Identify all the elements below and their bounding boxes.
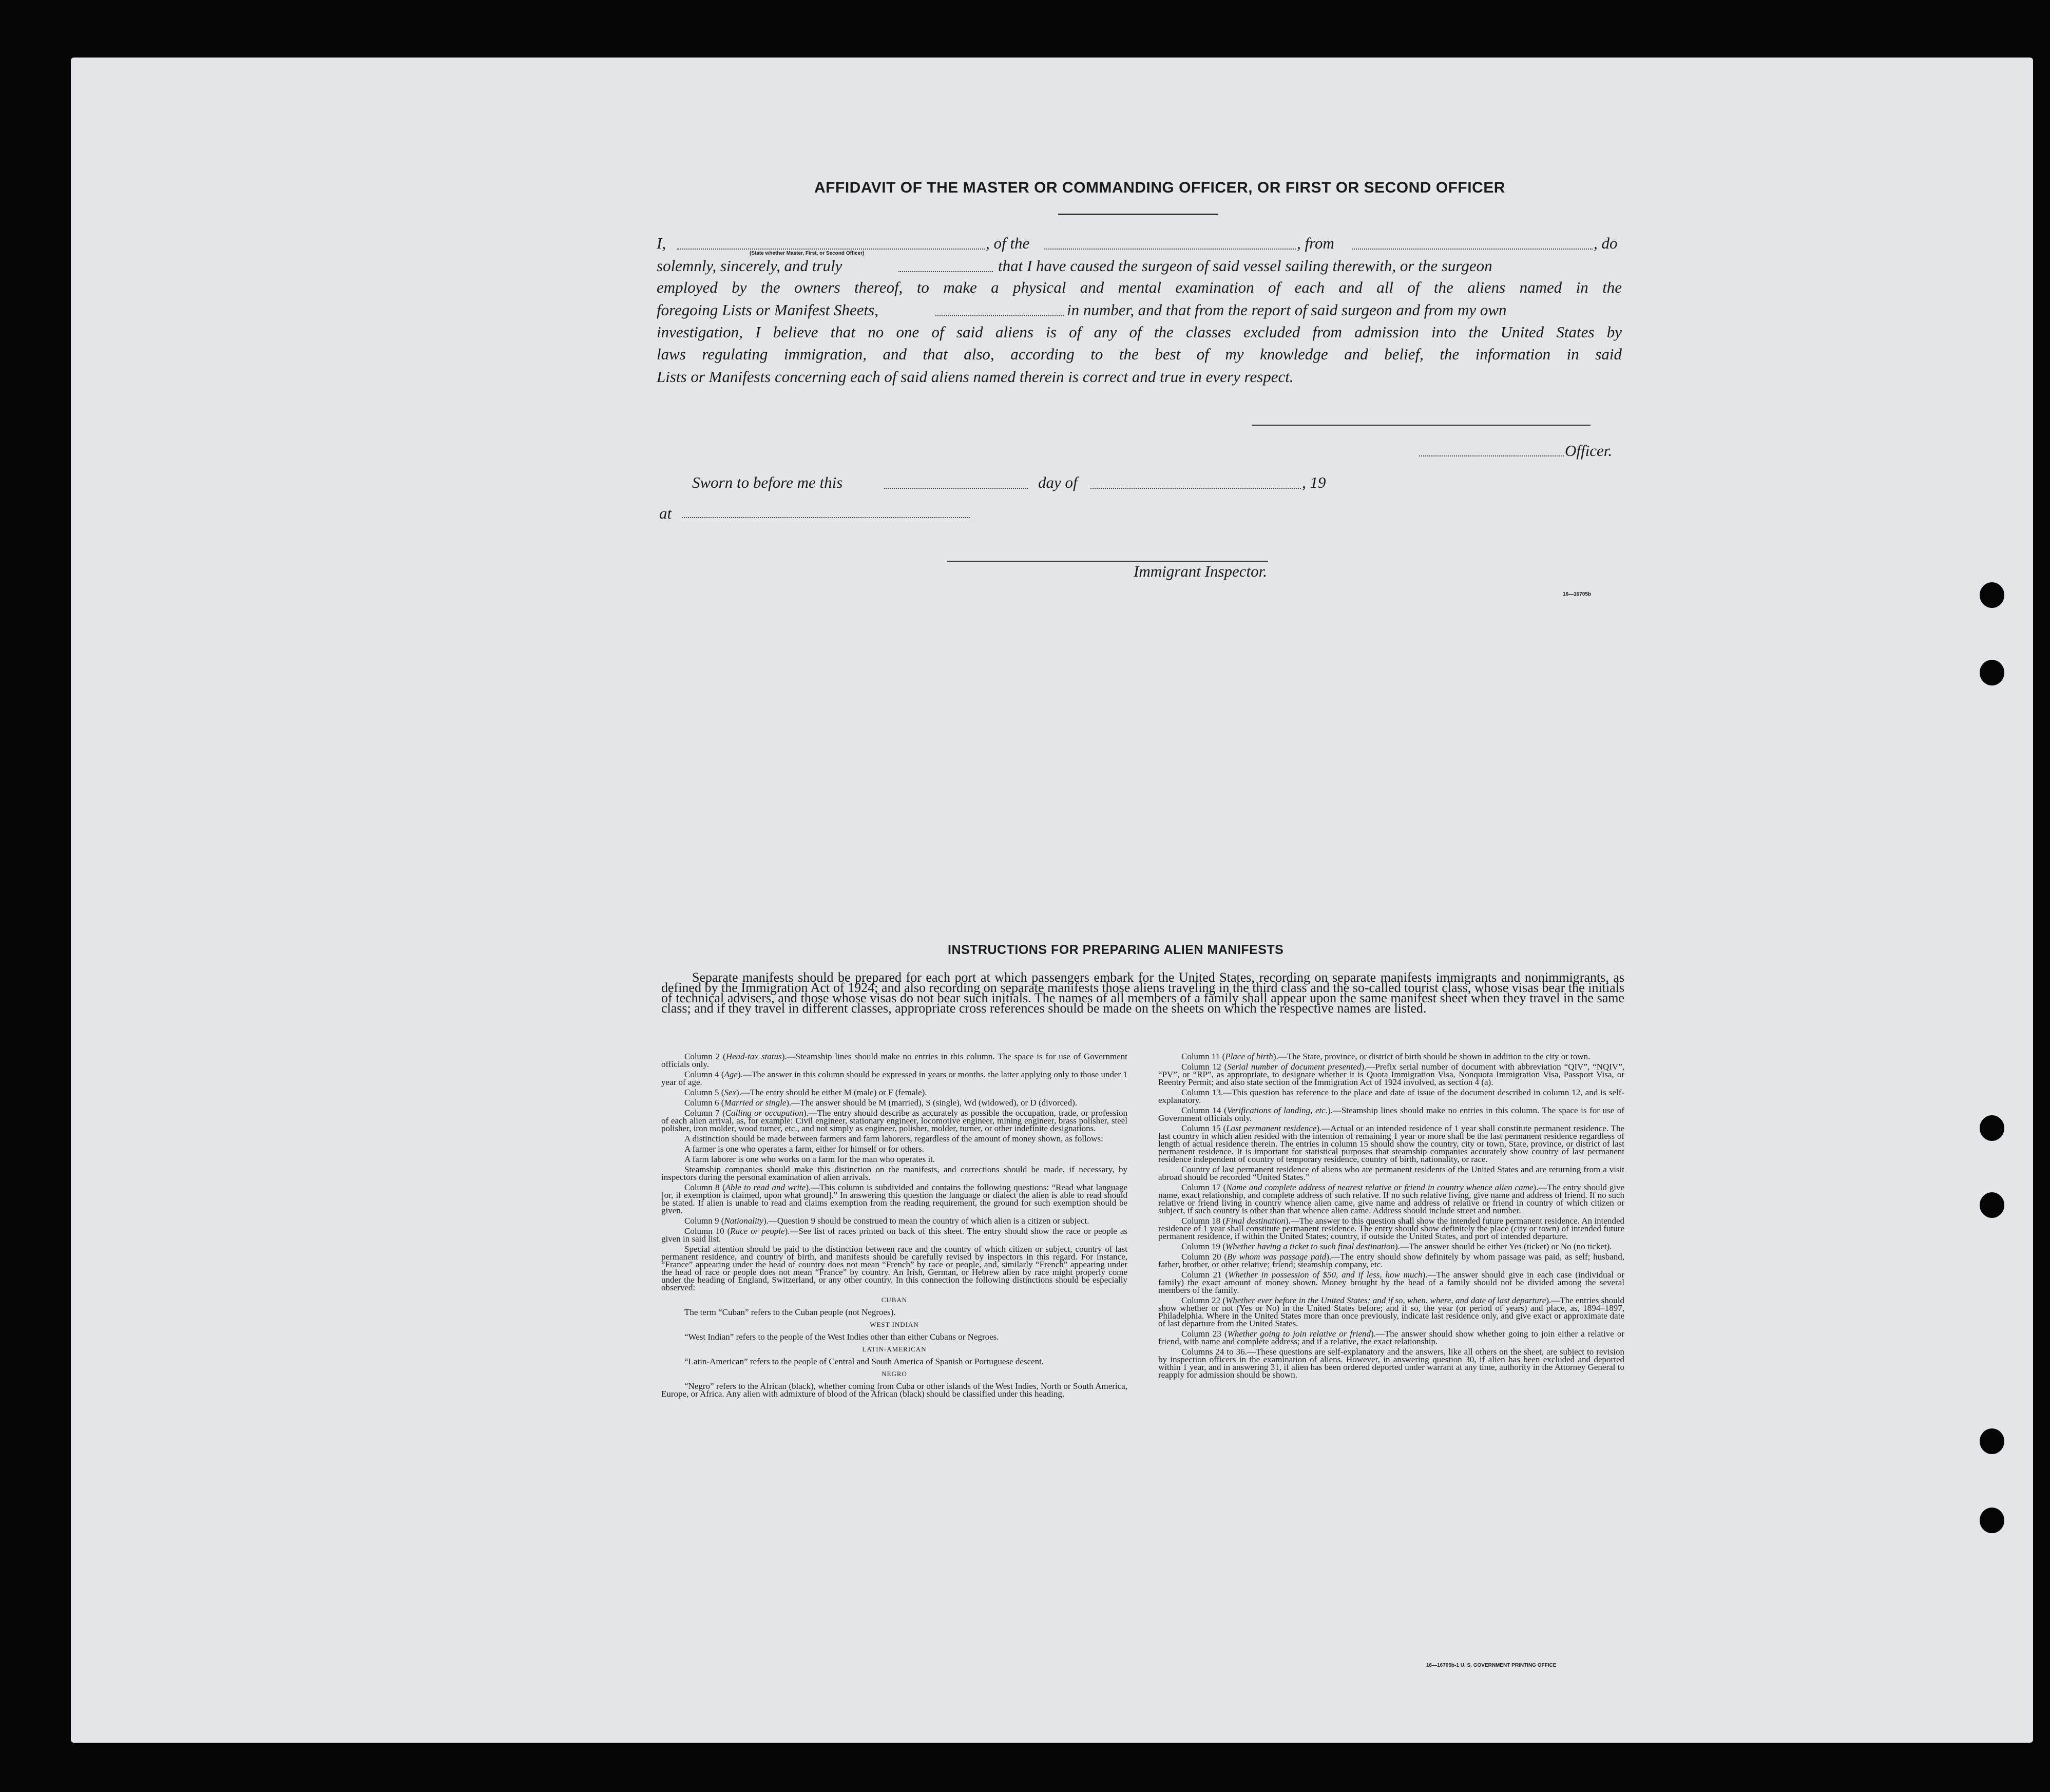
vessel-blank xyxy=(1044,249,1296,250)
count-blank xyxy=(935,315,1064,316)
affidavit-line5: investigation, I believe that no one of said aliens is of any of the classes excluded from admission into the United States by xyxy=(657,323,1622,341)
punch-hole xyxy=(1980,1115,2004,1141)
officer-signature-line xyxy=(1252,425,1591,426)
instruction-paragraph: Column 7 (Calling or occupation).—The entry should describe as accurately as possible the occupation, trade, or profession of each alien arrival, as, for example: Civil engineer, stationary engineer, locomotive engineer, mining engineer, brass polisher, steel polisher, iron molder, wood turner, etc., and not simply as engineer, polisher, molder, turner, or other indefinite designations. xyxy=(661,1108,1127,1133)
instruction-paragraph: Column 19 (Whether having a ticket to such final destination).—The answer should be either Yes (ticket) or No (no ticket). xyxy=(1181,1242,1612,1251)
instruction-subheading: WEST INDIAN xyxy=(870,1321,919,1328)
instructions-title: INSTRUCTIONS FOR PREPARING ALIEN MANIFESTS xyxy=(948,943,1284,957)
instruction-paragraph: A farm laborer is one who works on a farm for the man who operates it. xyxy=(684,1154,935,1164)
affidavit-line3: employed by the owners thereof, to make a physical and mental examination of each and all of the aliens named in the xyxy=(657,278,1622,296)
officer-rank-blank xyxy=(677,249,985,250)
officer-label: Officer. xyxy=(1565,442,1613,460)
inspector-signature-line xyxy=(947,561,1268,562)
affidavit-i: I, xyxy=(657,234,666,252)
instruction-paragraph: A distinction should be made between farmers and farm laborers, regardless of the amount of money shown, as follows: xyxy=(684,1134,1103,1143)
instruction-paragraph: Column 17 (Name and complete address of nearest relative or friend in country whence alien came).—The entry should give name, exact relationship, and complete address of such relative. If no such relative living, give name and address of friend. If no such relative or friend living in country whence alien came, give name and address of relative or friend in country of which citizen or subject, if such country is other than that whence alien came. Address should include street and number. xyxy=(1158,1183,1625,1215)
rank-note: (State whether Master, First, or Second Officer) xyxy=(750,251,865,256)
instruction-paragraph: Column 10 (Race or people).—See list of races printed on back of this sheet. The entry should show the race or people as given in said list. xyxy=(661,1226,1128,1244)
instruction-paragraph: “Negro” refers to the African (black), whether coming from Cuba or other islands of the West Indies, North or South America, Europe, or Africa. Any alien with admixture of blood of the African (black) should be classified under this heading. xyxy=(661,1381,1127,1399)
instruction-paragraph: Column 8 (Able to read and write).—This column is subdivided and contains the following questions: “Read what language [or, if exemption is claimed, upon what ground].” In answering this question the language or dialect the alien is able to read should be stated. If alien is unable to read and claims exemption from the reading requirement, the ground for such exemption should be given. xyxy=(661,1183,1127,1215)
instruction-paragraph: “Latin-American” refers to the people of Central and South America of Spanish or Portuguese descent. xyxy=(684,1357,1044,1366)
form-code: 16—16705b xyxy=(1563,592,1592,597)
instructions-right-column xyxy=(1158,1053,1624,1381)
instruction-paragraph: Columns 24 to 36.—These questions are self-explanatory and the answers, like all others on the sheet, are subject to revision by inspection officers in the examination of aliens. However, in answering question 30, if alien has been excluded and deported within 1 year, and in answering 31, if alien has been ordered deported under warrant at any time, authority in the Attorney General to reapply for admission should be shown. xyxy=(1158,1347,1624,1380)
punch-hole xyxy=(1980,1192,2004,1218)
printing-office-code: 16—16705b-1 U. S. GOVERNMENT PRINTING OFFICE xyxy=(1426,1663,1557,1668)
instruction-paragraph: Column 13.—This question has reference to the place and date of issue of the document described in column 12, and is self-explanatory. xyxy=(1158,1088,1624,1105)
instruction-paragraph: Special attention should be paid to the distinction between race and the country of which citizen or subject, country of last permanent residence, and country of birth, and manifests should be carefully revised by inspectors in this regard. For instance, “France” appearing under the head of country does not mean “French” by race or people, and, similarly “French” appearing under the head of race or people does not mean “France” by country. An Irish, German, or Hebrew alien by race might properly come under the heading of England, Switzerland, or any other country. In this connection the following distinctions should be especially observed: xyxy=(661,1244,1127,1292)
instruction-paragraph: Column 5 (Sex).—The entry should be either M (male) or F (female). xyxy=(684,1088,927,1097)
affidavit-line4a: foregoing Lists or Manifest Sheets, xyxy=(657,301,878,319)
affidavit-do: , do xyxy=(1594,234,1618,252)
instruction-paragraph: Column 15 (Last permanent residence).—Actual or an intended residence of 1 year shall constitute permanent residence. The last country in which alien resided with the intention of remaining 1 year or more shall be the last permanent residence regardless of length of actual residence therein. The entries in column 15 should show the country, city or town, State, province, or district of last permanent residence. It is important for statistical purposes that steamship companies accurately show country of last permanent residence independent of country of temporary residence, country of birth, nationality, or race. xyxy=(1158,1123,1624,1164)
instruction-paragraph: Column 22 (Whether ever before in the United States; and if so, when, where, and date of last departure).—The entries should show whether or not (Yes or No) in the United States before; and if so, the year (or period of years) and place, as, 1894–1897, Philadelphia. Where in the United States more than once previously, indicate last residence only, and give exact or approximate date of last departure from the United States. xyxy=(1158,1295,1625,1328)
instructions-left-column xyxy=(661,1053,1127,1400)
instruction-paragraph: A farmer is one who operates a farm, either for himself or for others. xyxy=(684,1144,924,1154)
sworn-text: Sworn to before me this xyxy=(692,473,843,491)
port-blank xyxy=(1352,249,1593,250)
year-text: , 19 xyxy=(1302,473,1326,491)
instruction-paragraph: Column 21 (Whether in possession of $50, and if less, how much).—The answer should give in each case (individual or family) the exact amount of money shown. Money brought by the head of a family should not be divided among the several members of the family. xyxy=(1158,1270,1624,1295)
punch-hole xyxy=(1980,1428,2004,1454)
affidavit-from: , from xyxy=(1297,234,1334,252)
month-blank xyxy=(1090,488,1301,489)
instruction-paragraph: Column 14 (Verifications of landing, etc.).—Steamship lines should make no entries in this column. The space is for use of Government officials only. xyxy=(1158,1105,1625,1123)
instruction-paragraph: Column 20 (By whom was passage paid).—The entry should show definitely by whom passage was paid, as self; husband, father, brother, or other relative; friend; steamship company, etc. xyxy=(1158,1252,1625,1269)
instructions-intro: Separate manifests should be prepared for each port at which passengers embark for the United States, recording on separate manifests immigrants and nonimmigrants, as defined by the Immigration Act of 1924; and also recording on separate manifests those aliens traveling in the third class and the so-called tourist class, whose visas bear the initials of technical advisers, and those whose visas do not bear such initials. The names of all members of a family shall appear upon the same manifest sheet when they travel in the same class; and if they travel in different classes, appropriate cross references should be made on the sheets on which the respective names are listed. xyxy=(661,970,1624,1016)
title-underline xyxy=(1058,214,1218,215)
at-text: at xyxy=(659,504,672,522)
affidavit-line2b: that I have caused the surgeon of said vessel sailing therewith, or the surgeon xyxy=(998,257,1492,275)
instruction-paragraph: Steamship companies should make this distinction on the manifests, and corrections should be made, if necessary, by inspectors during the personal examination of alien arrivals. xyxy=(661,1165,1127,1182)
instruction-paragraph: Column 4 (Age).—The answer in this column should be expressed in years or months, the latter applying only to those under 1 year of age. xyxy=(661,1070,1127,1087)
affidavit-line7: Lists or Manifests concerning each of said aliens named therein is correct and true in every respect. xyxy=(657,368,1294,386)
inspector-label: Immigrant Inspector. xyxy=(1134,562,1268,580)
affidavit-of-the: , of the xyxy=(986,234,1030,252)
affidavit-line2a: solemnly, sincerely, and truly xyxy=(657,257,842,275)
punch-hole xyxy=(1980,582,2004,608)
instruction-paragraph: Column 23 (Whether going to join relative or friend).—The answer should show whether going to join either a relative or friend, with name and complete address; and if a relative, the exact relationship. xyxy=(1158,1329,1625,1346)
instruction-paragraph: Column 9 (Nationality).—Question 9 should be construed to mean the country of which alien is a citizen or subject. xyxy=(684,1216,1089,1226)
instruction-paragraph: Column 6 (Married or single).—The answer should be M (married), S (single), Wd (widowed), or D (divorced). xyxy=(684,1098,1078,1108)
instruction-paragraph: The term “Cuban” refers to the Cuban people (not Negroes). xyxy=(684,1307,896,1317)
day-of-text: day of xyxy=(1038,473,1078,491)
officer-name-blank xyxy=(1419,455,1564,456)
instruction-subheading: NEGRO xyxy=(882,1370,907,1378)
oath-blank xyxy=(898,271,993,272)
punch-hole xyxy=(1980,660,2004,685)
sworn-day-blank xyxy=(884,488,1028,489)
manifest-sheet xyxy=(71,58,2033,1743)
instruction-subheading: LATIN-AMERICAN xyxy=(862,1345,927,1353)
instruction-paragraph: Country of last permanent residence of aliens who are permanent residents of the United States and are returning from a visit abroad should be recorded “United States.” xyxy=(1158,1165,1624,1182)
affidavit-line6: laws regulating immigration, and that also, according to the best of my knowledge and belief, the information in said xyxy=(657,345,1622,363)
instruction-paragraph: Column 2 (Head-tax status).—Steamship lines should make no entries in this column. The space is for use of Government officials only. xyxy=(661,1052,1127,1069)
affidavit-title: AFFIDAVIT OF THE MASTER OR COMMANDING OFFICER, OR FIRST OR SECOND OFFICER xyxy=(814,179,1505,196)
place-blank xyxy=(682,517,970,518)
instruction-paragraph: Column 12 (Serial number of document presented).—Prefix serial number of document with abbreviation “QIV”, “NQIV”, “PV”, or “RP”, as appropriate, to designate whether it is Quota Immigration Visa, Nonquota Immigration Visa, Passport Visa, or Reentry Permit; and also state section of the Immigration Act of 1924 involved, as section 4 (a). xyxy=(1158,1062,1624,1087)
instruction-paragraph: Column 18 (Final destination).—The answer to this question shall show the intended future permanent residence. An intended residence of 1 year shall constitute permanent residence. The entry should show definitely the place (city or town) of intended future permanent residence, if within the United States; country, if outside the United States, and port of intended departure. xyxy=(1158,1216,1624,1241)
instruction-paragraph: Column 11 (Place of birth).—The State, province, or district of birth should be shown in addition to the city or town. xyxy=(1181,1052,1591,1061)
punch-hole xyxy=(1980,1508,2004,1533)
instruction-paragraph: “West Indian” refers to the people of the West Indies other than either Cubans or Negroes. xyxy=(684,1332,999,1342)
instruction-subheading: CUBAN xyxy=(881,1296,908,1304)
affidavit-line4b: in number, and that from the report of said surgeon and from my own xyxy=(1067,301,1507,319)
